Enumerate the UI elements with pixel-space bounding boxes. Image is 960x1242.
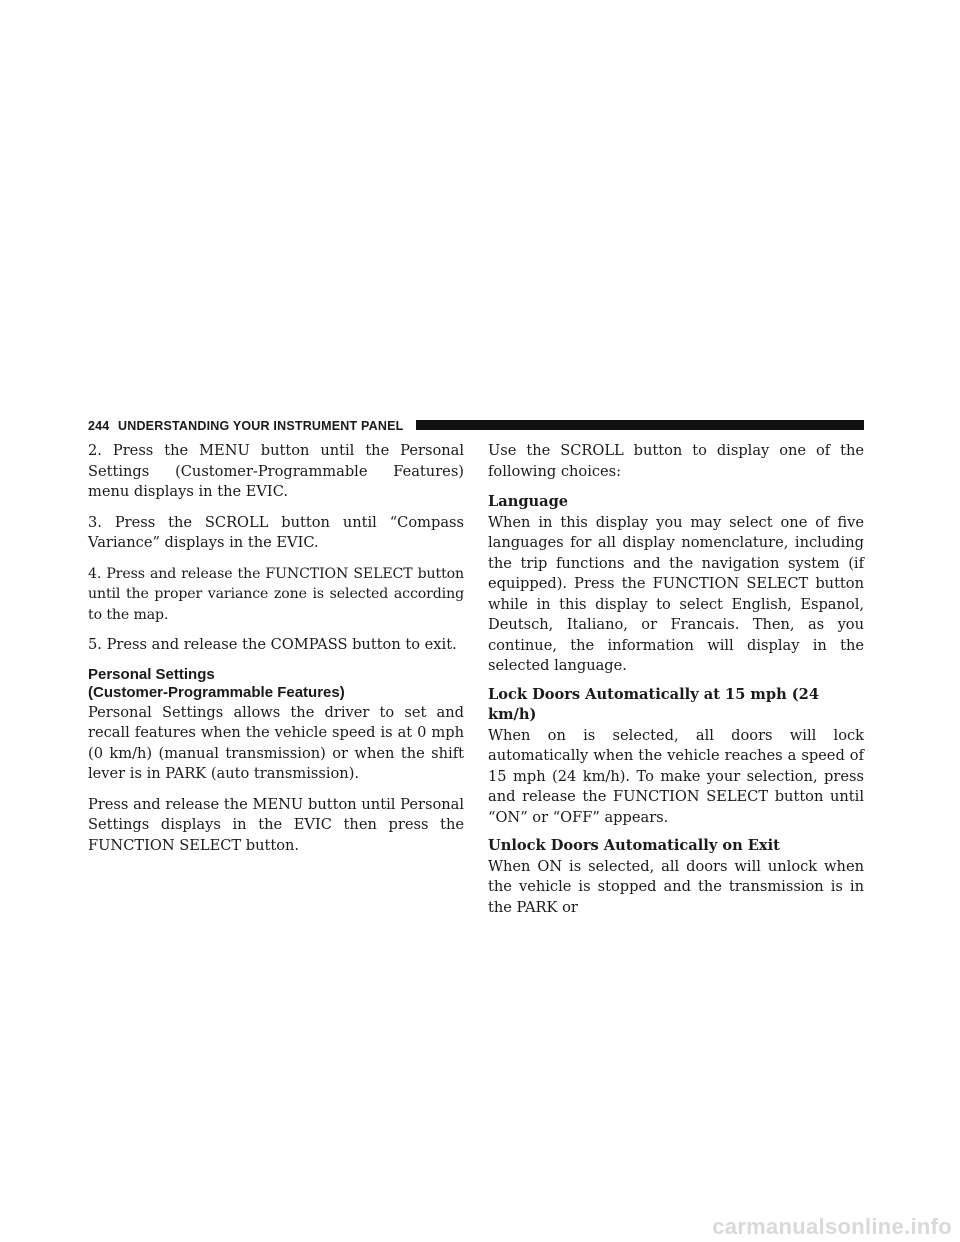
page-header [88, 418, 864, 434]
watermark: carmanualsonline.info [712, 1214, 952, 1239]
step-5-paragraph: 5. Press and release the COMPASS button to exit. [88, 636, 457, 653]
personal-settings-heading [88, 666, 464, 702]
step-4-paragraph: 4. Press and release the FUNCTION SELECT button until the proper variance zone is selected according to the map. [88, 565, 464, 623]
header-rule [416, 420, 864, 430]
language-heading: Language [488, 493, 569, 510]
step-3-paragraph: 3. Press the SCROLL button until “Compass Variance” displays in the EVIC. [88, 513, 464, 551]
right-column [488, 441, 864, 926]
section-title: UNDERSTANDING YOUR INSTRUMENT PANEL [118, 419, 404, 433]
left-column [88, 441, 464, 866]
menu-instructions-paragraph: Press and release the MENU button until Personal Settings displays in the EVIC then press the FUNCTION SELECT button. [88, 795, 464, 854]
lock-doors-heading: Lock Doors Automatically at 15 mph (24 km/h) [488, 685, 819, 723]
language-paragraph: When in this display you may select one of five languages for all display nomenclature, including the trip functions and the navigation system (if equipped). Press the FUNCTION SELECT button while in this display to select English, Espanol, Deutsch, Italiano, or Francais. Then, as you continue, the information will display in the selected language. [488, 513, 864, 674]
personal-settings-paragraph: Personal Settings allows the driver to set and recall features when the vehicle speed is at 0 mph (0 km/h) (manual transmission) or when the shift lever is in PARK (auto transmission). [88, 703, 464, 782]
page-number: 244 [88, 419, 110, 433]
scroll-intro-paragraph: Use the SCROLL button to display one of the following choices: [488, 442, 864, 480]
heading-line-2: (Customer-Programmable Features) [88, 683, 345, 701]
unlock-doors-heading: Unlock Doors Automatically on Exit [488, 837, 780, 854]
lock-doors-paragraph: When on is selected, all doors will lock automatically when the vehicle reaches a speed of 15 mph (24 km/h). To make your selection, press and release the FUNCTION SELECT button until “ON” or “OFF” appears. [488, 726, 864, 826]
step-2-paragraph: 2. Press the MENU button until the Personal Settings (Customer-Programmable Features) menu displays in the EVIC. [88, 442, 464, 500]
heading-line-1: Personal Settings [88, 665, 215, 683]
unlock-doors-paragraph: When ON is selected, all doors will unlock when the vehicle is stopped and the transmission is in the PARK or [488, 857, 864, 916]
